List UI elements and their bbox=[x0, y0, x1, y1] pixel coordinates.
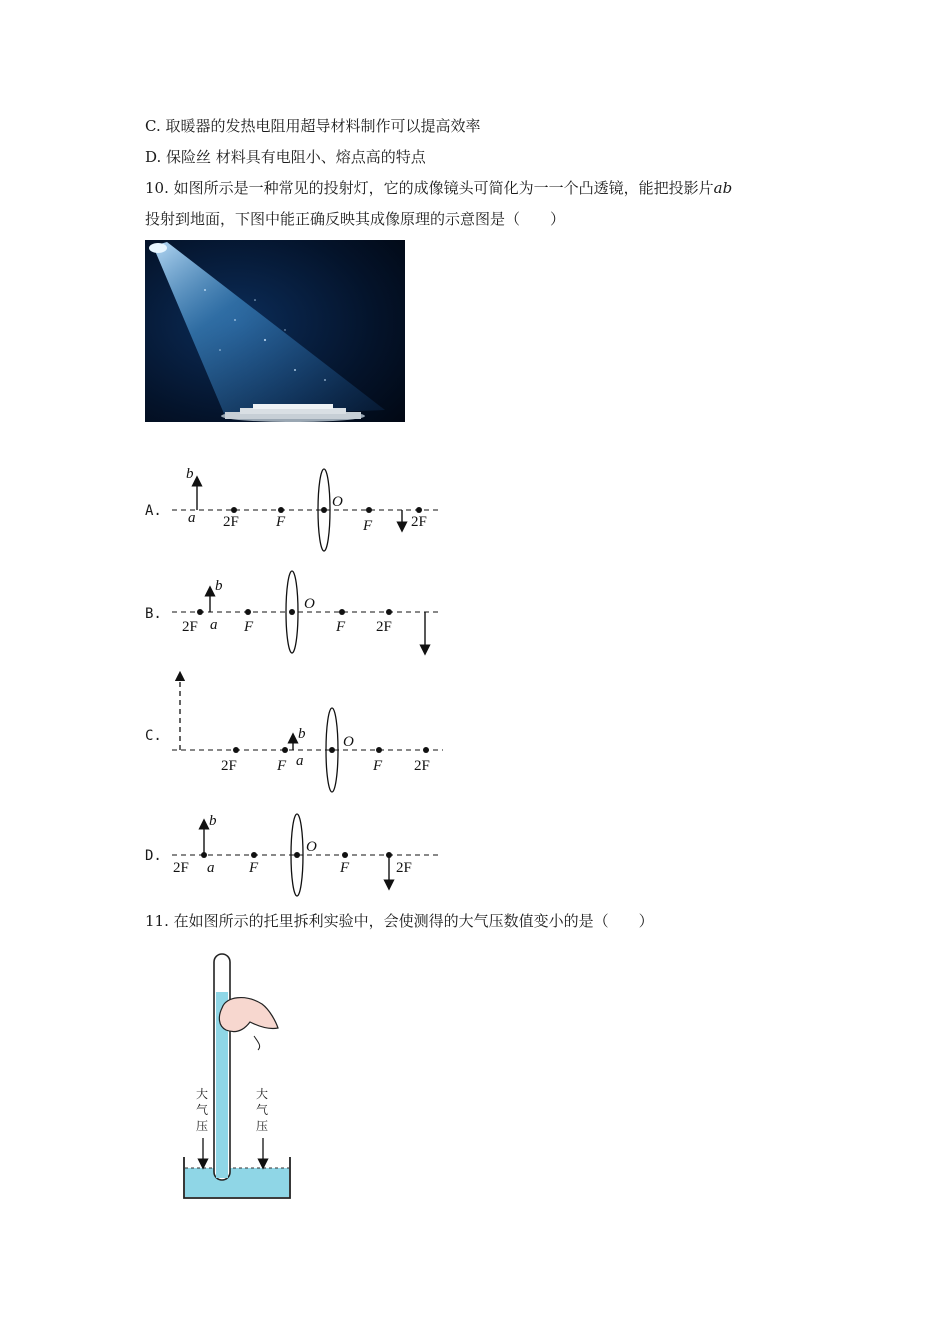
label-o: O bbox=[343, 734, 354, 750]
label-a: a bbox=[188, 510, 196, 526]
label-b: b bbox=[186, 466, 194, 482]
label-f: F bbox=[363, 518, 373, 534]
q10-option-a-label: A. bbox=[145, 503, 162, 519]
label-2f: 2F bbox=[221, 758, 237, 774]
q10-option-c-label: C. bbox=[145, 728, 162, 744]
label-a: a bbox=[210, 617, 218, 633]
label-f: F bbox=[277, 758, 287, 774]
label-f: F bbox=[276, 514, 286, 530]
label-2f: 2F bbox=[411, 514, 427, 530]
label-2f: 2F bbox=[414, 758, 430, 774]
diagram-b bbox=[172, 571, 440, 653]
label-b: b bbox=[209, 813, 217, 829]
label-f: F bbox=[244, 619, 254, 635]
label-2f: 2F bbox=[396, 860, 412, 876]
label-f: F bbox=[340, 860, 350, 876]
q10-option-b-label: B. bbox=[145, 606, 162, 622]
diagram-a bbox=[172, 466, 442, 551]
q10-stem-text: 10. 如图所示是一种常见的投射灯，它的成像镜头可简化为一一个凸透镜，能把投影片 bbox=[145, 179, 714, 197]
q10-option-d-label: D. bbox=[145, 848, 162, 864]
label-2f: 2F bbox=[376, 619, 392, 635]
label-f: F bbox=[336, 619, 346, 635]
label-f: F bbox=[373, 758, 383, 774]
torricelli-figure bbox=[184, 954, 290, 1198]
q10-stem-line2: 投射到地面，下图中能正确反映其成像原理的示意图是（ ） bbox=[145, 210, 566, 228]
label-b: b bbox=[298, 726, 306, 742]
diagram-c bbox=[172, 676, 443, 792]
q10-var-ab: ab bbox=[713, 179, 733, 197]
label-2f: 2F bbox=[182, 619, 198, 635]
diagram-d bbox=[172, 813, 440, 896]
label-a: a bbox=[296, 753, 304, 769]
label-o: O bbox=[306, 839, 317, 855]
label-f: F bbox=[249, 860, 259, 876]
pressure-label-right: 大气压 bbox=[256, 1087, 269, 1133]
label-o: O bbox=[332, 494, 343, 510]
label-2f: 2F bbox=[173, 860, 189, 876]
pressure-label-left: 大气压 bbox=[196, 1087, 209, 1133]
label-2f: 2F bbox=[223, 514, 239, 530]
label-o: O bbox=[304, 596, 315, 612]
q9-option-c: C. 取暖器的发热电阻用超导材料制作可以提高效率 bbox=[145, 117, 481, 135]
label-a: a bbox=[207, 860, 215, 876]
q11-stem: 11. 在如图所示的托里拆利实验中，会使测得的大气压数值变小的是（ ） bbox=[145, 912, 654, 930]
label-b: b bbox=[215, 578, 223, 594]
q9-option-d: D. 保险丝 材料具有电阻小、熔点高的特点 bbox=[145, 148, 426, 166]
